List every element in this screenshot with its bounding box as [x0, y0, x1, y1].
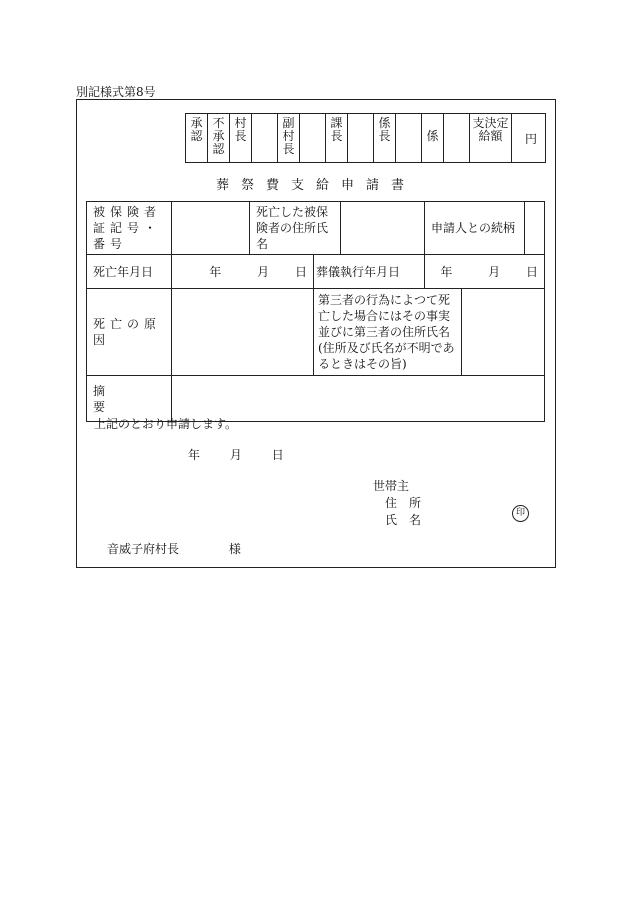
subsection-chief-label: 係長	[374, 114, 396, 163]
deceased-name-label: 死亡した被保険者の住所氏名	[250, 202, 341, 255]
application-date-month: 月	[229, 448, 242, 462]
applicant-relation-field[interactable]	[525, 202, 545, 255]
mayor-label: 村長	[230, 114, 252, 163]
deputy-mayor-label: 副村長	[278, 114, 300, 163]
addressee-line	[107, 540, 241, 557]
death-cause-label: 死亡の原因	[87, 289, 172, 376]
application-date-year: 年	[188, 448, 201, 462]
applicant-name-label: 氏名	[385, 513, 434, 527]
payment-amount-label: 支決定 給額	[470, 114, 512, 163]
application-date[interactable]	[188, 446, 284, 463]
funeral-date-label: 葬儀執行年月日	[314, 255, 425, 289]
death-date-month: 月	[257, 264, 270, 279]
death-date-field[interactable]	[172, 255, 314, 289]
deceased-name-field[interactable]	[341, 202, 425, 255]
applicant-block	[373, 478, 433, 529]
application-date-day: 日	[271, 448, 284, 462]
funeral-date-day: 日	[526, 264, 539, 279]
death-date-label: 死亡年月日	[87, 255, 172, 289]
funeral-date-month: 月	[488, 264, 501, 279]
addressee-honorific: 様	[228, 542, 241, 556]
third-party-label: 第三者の行為によつて死亡した場合にはその事実並びに第三者の住所氏名(住所及び氏名が不明であるときはその旨)	[314, 289, 462, 376]
insured-id-label: 被保険者証記号・番号	[87, 202, 172, 255]
death-date-year: 年	[209, 264, 222, 279]
death-date-day: 日	[294, 264, 307, 279]
seal-icon: 印	[512, 505, 529, 522]
applicant-relation-label: 申請人との続柄	[425, 202, 525, 255]
subsection-chief-stamp-box[interactable]	[396, 114, 422, 163]
mayor-stamp-box[interactable]	[252, 114, 278, 163]
approval-label: 承認	[186, 114, 208, 163]
declaration-text: 上記のとおり申請します。	[94, 417, 238, 431]
disapproval-label: 不承認	[208, 114, 230, 163]
payment-amount-field[interactable]: 円	[512, 114, 546, 163]
funeral-date-field[interactable]	[425, 255, 545, 289]
death-cause-field[interactable]	[172, 289, 314, 376]
form-number-label: 別記様式第8号	[76, 85, 156, 99]
deputy-mayor-stamp-box[interactable]	[300, 114, 326, 163]
householder-label: 世帯主	[373, 479, 410, 493]
applicant-address-label: 住所	[385, 496, 434, 510]
section-chief-label: 課長	[326, 114, 348, 163]
staff-stamp-box[interactable]	[444, 114, 470, 163]
third-party-field[interactable]	[462, 289, 545, 376]
approval-stamp-grid	[185, 113, 546, 163]
addressee-office: 音威子府村長	[107, 542, 180, 556]
application-table	[86, 201, 545, 422]
page-title: 葬祭費支給申請書	[215, 178, 416, 193]
remarks-label: 摘要	[87, 376, 172, 422]
funeral-date-year: 年	[440, 264, 453, 279]
staff-label: 係	[422, 114, 444, 163]
insured-id-field[interactable]	[172, 202, 250, 255]
section-chief-stamp-box[interactable]	[348, 114, 374, 163]
